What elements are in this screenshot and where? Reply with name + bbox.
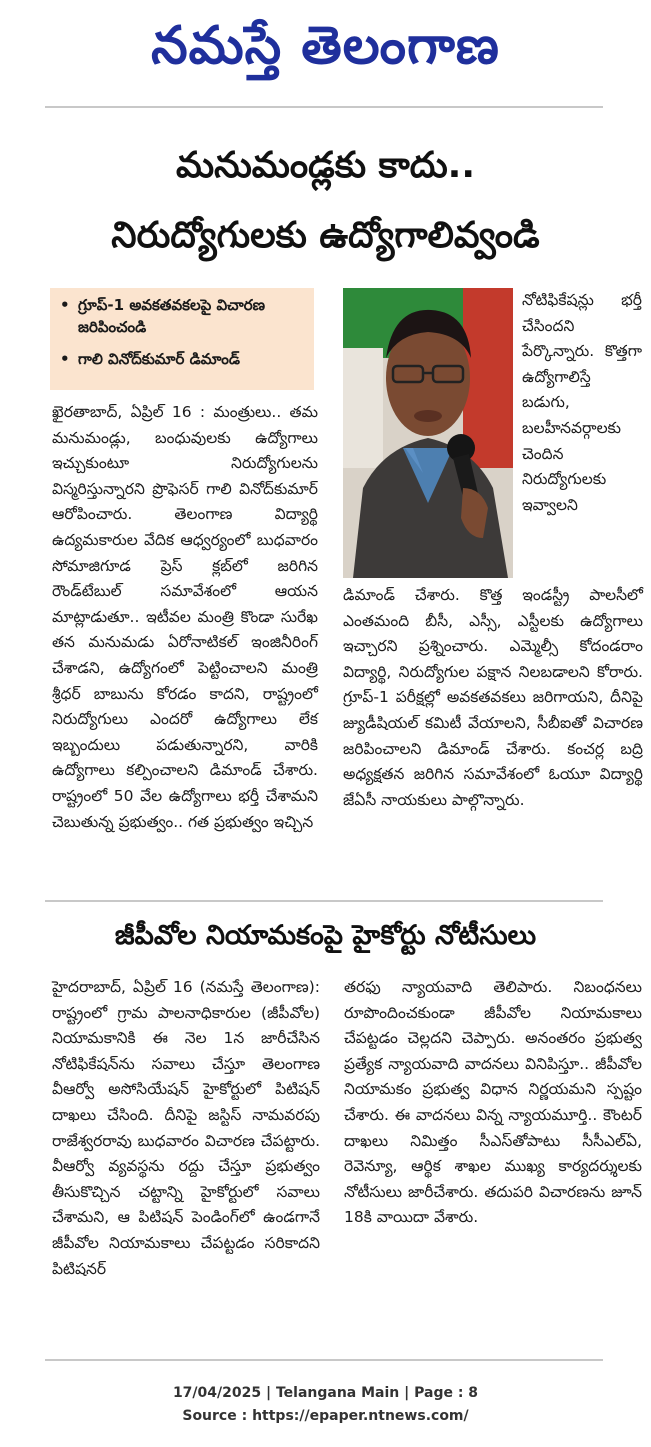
- story2-column-right: తరఫు న్యాయవాది తెలిపారు. నిబంధనలు రూపొందించకుండా జీపీవోల నియామకాలు చేపట్టడం చెల్లదని చెప్పారు. అనంతరం ప్రభుత్వ ప్రత్యేక న్యాయవాది వాదనలు వినిపిస్తూ.. జీపీవోల నియామకం ప్రభుత్వ విధాన నిర్ణయమని స్పష్టం చేశారు. ఈ వాదనలు విన్న న్యాయమూర్తి.. కౌంటర్ దాఖలు నిమిత్తం సీఎస్‌తోపాటు సీసీఎల్ఏ, రెవెన్యూ, ఆర్థిక శాఖల ముఖ్య కార్యదర్శులకు నోటీసులు జారీచేశారు. తదుపరి విచారణను జూన్ 18కి వాయిదా వేశారు.: [344, 978, 642, 1227]
- story1-column-left: ఖైరతాబాద్, ఏప్రిల్ 16 : మంత్రులు.. తమ మనుమండ్లు, బంధువులకు ఉద్యోగాలు ఇచ్చుకుంటూ నిరుద్యోగులను విస్మరిస్తున్నారని ప్రొఫెసర్ గాలి వినోద్‌కుమార్ ఆరోపించారు. తెలంగాణ విద్యార్థి ఉద్యమకారుల వేదిక ఆధ్వర్యంలో బుధవారం సోమాజిగూడ ప్రెస్ క్లబ్‌లో జరిగిన రౌండ్‌టేబుల్ సమావేశంలో ఆయన మాట్లాడుతూ.. ఇటీవల మంత్రి కొండా సురేఖ తన మనుమడు ఏరోనాటికల్ ఇంజినీరింగ్ చేశాడని, ఉద్యోగంలో పెట్టించాలని మంత్రి శ్రీధర్ బాబును కోరడం కాదని, రాష్ట్రంలో నిరుద్యోగులు ఎందరో ఉద్యోగాలు లేక ఇబ్బందులు పడుతున్నారని, వారికి ఉద్యోగాలు కల్పించాలని డిమాండ్ చేశారు. రాష్ట్రంలో 50 వేల ఉద్యోగాలు భర్తీ చేశామని చెబుతున్న ప్రభుత్వం.. గత ప్రభుత్వం ఇచ్చిన: [52, 403, 318, 831]
- footer-source: Source : https://epaper.ntnews.com/: [182, 1408, 469, 1424]
- story2-column-left: హైదరాబాద్, ఏప్రిల్ 16 (నమస్తే తెలంగాణ): రాష్ట్రంలో గ్రామ పాలనాధికారుల (జీపీవోల) నియామకానికి ఈ నెల 1న జారీచేసిన నోటిఫికేషన్‌ను సవాలు చేస్తూ తెలంగాణ వీఆర్వో అసోసియేషన్ హైకోర్టులో పిటిషన్ దాఖలు చేసింది. దీనిపై జస్టిస్ నామవరపు రాజేశ్వరరావు బుధవారం విచారణ చేపట్టారు. వీఆర్వో వ్యవస్థను రద్దు చేస్తూ ప్రభుత్వం తీసుకొచ్చిన చట్టాన్ని హైకోర్టులో సవాలు చేశామని, ఆ పిటిషన్ పెండింగ్‌లో ఉండగానే జీపీవోల నియామకాలు చేపట్టడం సరికాదని పిటిషనర్: [52, 978, 320, 1278]
- bullet-item: • గాలి వినోద్‌కుమార్ డిమాండ్: [60, 350, 240, 368]
- bullet-item: • గ్రూప్-1 అవకతవకలపై విచారణ జరిపించండి: [60, 296, 265, 336]
- speaker-photo: [343, 288, 513, 578]
- story1-headline-line2: నిరుద్యోగులకు ఉద్యోగాలివ్వండి: [111, 215, 540, 256]
- footer-divider: [45, 1359, 603, 1361]
- highlight-box: [50, 288, 314, 390]
- section-divider: [45, 900, 603, 902]
- masthead-title: నమస్తే తెలంగాణ: [151, 15, 500, 76]
- masthead-rule: [45, 106, 603, 108]
- story1-headline-line1: మనుమండ్లకు కాదు..: [175, 145, 475, 186]
- story1-column-wide: డిమాండ్ చేశారు. కొత్త ఇండస్ట్రీ పాలసీలో ఎంతమంది బీసీ, ఎస్సీ, ఎస్టీలకు ఉద్యోగాలు ఇచ్చారని ప్రశ్నించారు. ఎమ్మెల్సీ కోదండరాం విద్యార్థి, నిరుద్యోగుల పక్షాన నిలబడాలని కోరారు. గ్రూప్-1 పరీక్షల్లో అవకతవకలు జరిగాయని, దీనిపై జ్యుడీషియల్ కమిటీ వేయాలని, సీబీఐతో విచారణ జరిపించాలని డిమాండ్ చేశారు. కంచర్ల బద్రి అధ్యక్షతన జరిగిన సమావేశంలో ఓయూ విద్యార్థి జేఏసీ నాయకులు పాల్గొన్నారు.: [343, 586, 643, 809]
- story1-column-right: నోటిఫికేషన్లు భర్తీ చేసిందని పేర్కొన్నారు. కొత్తగా ఉద్యోగాలిస్తే బడుగు, బలహీనవర్గాలకు చెందిన నిరుద్యోగులకు ఇవ్వాలని: [522, 291, 642, 514]
- story2-headline: జీపీవోల నియామకంపై హైకోర్టు నోటీసులు: [114, 920, 537, 951]
- footer-date-page: 17/04/2025 | Telangana Main | Page : 8: [172, 1385, 479, 1401]
